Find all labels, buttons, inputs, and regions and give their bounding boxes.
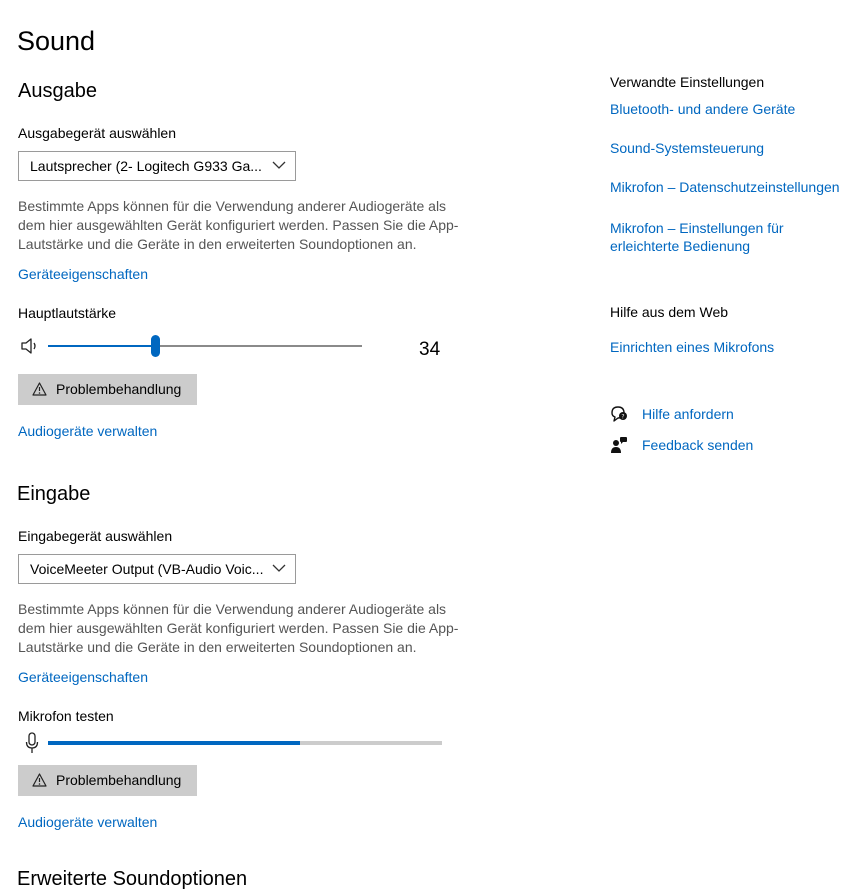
troubleshoot-label: Problembehandlung: [56, 381, 182, 397]
output-device-label: Ausgabegerät auswählen: [18, 125, 177, 141]
related-link-sound-control-panel[interactable]: Sound-Systemsteuerung: [610, 140, 765, 156]
mic-level-fill: [48, 741, 300, 745]
input-device-value: VoiceMeeter Output (VB-Audio Voic...: [30, 561, 264, 577]
page-title: Sound: [17, 26, 96, 56]
master-volume-value: 34: [419, 339, 441, 360]
svg-text:?: ?: [621, 413, 625, 421]
help-chat-icon: [610, 405, 628, 422]
warning-icon: [32, 382, 47, 396]
feedback-icon: [610, 436, 628, 454]
mic-test-label: Mikrofon testen: [18, 708, 114, 724]
slider-fill: [48, 345, 156, 347]
input-device-dropdown[interactable]: [18, 554, 296, 584]
slider-thumb[interactable]: [151, 335, 160, 357]
related-link-mic-accessibility[interactable]: Mikrofon – Einstellungen für erleichterte Bedienung: [610, 220, 784, 254]
advanced-options-heading: Erweiterte Soundoptionen: [17, 868, 248, 890]
input-manage-devices-link[interactable]: Audiogeräte verwalten: [18, 814, 158, 830]
output-description: Bestimmte Apps können für die Verwendung anderer Audiogeräte als dem hier ausgewählten Gerät konfiguriert werden. Passen Sie die App-Lautstärke und die Geräte in den erweiterten Soundoptionen an.: [18, 198, 459, 252]
related-link-mic-privacy[interactable]: Mikrofon – Datenschutzeinstellungen: [610, 179, 840, 195]
mic-level-meter: [48, 741, 442, 745]
troubleshoot-label: Problembehandlung: [56, 772, 182, 788]
help-link-setup-mic[interactable]: Einrichten eines Mikrofons: [610, 339, 775, 355]
input-device-label: Eingabegerät auswählen: [18, 528, 173, 544]
input-troubleshoot-button[interactable]: [18, 765, 197, 796]
speaker-icon[interactable]: [20, 337, 40, 355]
master-volume-slider[interactable]: [48, 335, 362, 357]
input-heading: Eingabe: [17, 483, 91, 505]
web-help-heading: Hilfe aus dem Web: [610, 304, 729, 320]
chevron-down-icon: [272, 563, 286, 573]
get-help-link[interactable]: Hilfe anfordern: [642, 406, 734, 422]
input-device-properties-link[interactable]: Geräteeigenschaften: [18, 669, 148, 685]
feedback-link[interactable]: Feedback senden: [642, 437, 754, 453]
master-volume-label: Hauptlautstärke: [18, 305, 117, 321]
chevron-down-icon: [272, 160, 286, 170]
warning-icon: [32, 773, 47, 787]
output-manage-devices-link[interactable]: Audiogeräte verwalten: [18, 423, 158, 439]
output-device-value: Lautsprecher (2- Logitech G933 Ga...: [30, 158, 262, 174]
output-troubleshoot-button[interactable]: [18, 374, 197, 405]
output-device-properties-link[interactable]: Geräteeigenschaften: [18, 266, 148, 282]
related-link-bluetooth[interactable]: Bluetooth- und andere Geräte: [610, 101, 796, 117]
microphone-icon: [25, 732, 39, 754]
output-device-dropdown[interactable]: [18, 151, 296, 181]
related-settings-heading: Verwandte Einstellungen: [610, 74, 765, 90]
output-heading: Ausgabe: [18, 80, 97, 102]
input-description: Bestimmte Apps können für die Verwendung anderer Audiogeräte als dem hier ausgewählten Gerät konfiguriert werden. Passen Sie die App-Lautstärke und die Geräte in den erweiterten Soundoptionen an.: [18, 601, 459, 655]
